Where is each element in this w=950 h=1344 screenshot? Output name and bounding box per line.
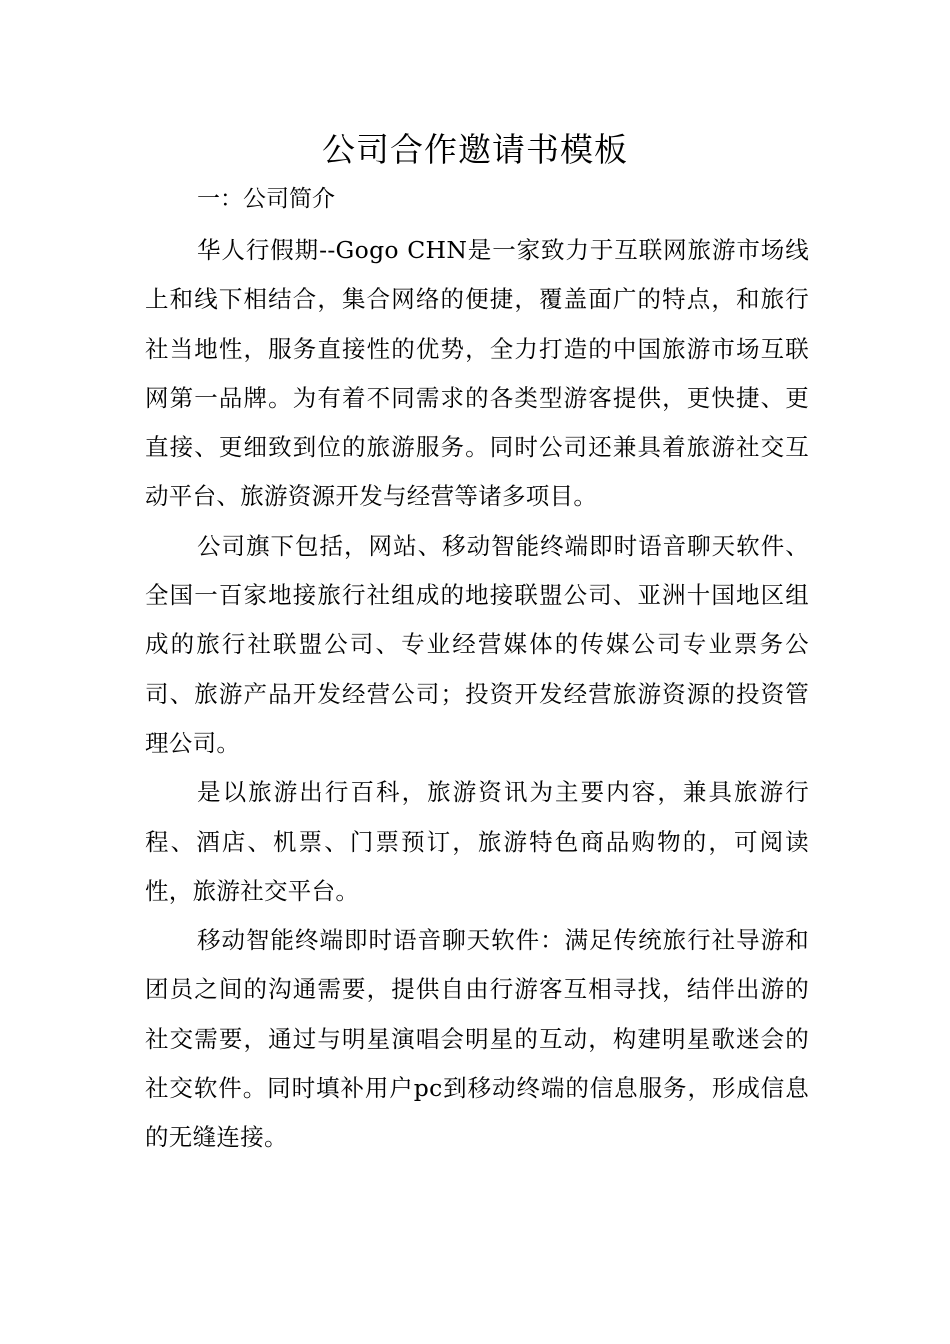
- document-body: [145, 226, 809, 1163]
- paragraph-platform: 是以旅游出行百科，旅游资讯为主要内容，兼具旅游行程、酒店、机票、门票预订，旅游特色商品购物的，可阅读性，旅游社交平台。: [145, 778, 809, 905]
- document-title: 公司合作邀请书模板: [322, 130, 628, 169]
- paragraph-company-intro: 华人行假期--Gogo CHN是一家致力于互联网旅游市场线上和线下相结合，集合网络的便捷，覆盖面广的特点，和旅行社当地性，服务直接性的优势，全力打造的中国旅游市场互联网第一品牌。为有着不同需求的各类型游客提供，更快捷、更直接、更细致到位的旅游服务。同时公司还兼具着旅游社交互动平台、旅游资源开发与经营等诸多项目。: [145, 236, 809, 511]
- paragraph-mobile-app: 移动智能终端即时语音聊天软件：满足传统旅行社导游和团员之间的沟通需要，提供自由行游客互相寻找，结伴出游的社交需要，通过与明星演唱会明星的互动，构建明星歌迷会的社交软件。同时填补用户pc到移动终端的信息服务，形成信息的无缝连接。: [145, 926, 809, 1152]
- paragraph-subsidiaries: 公司旗下包括，网站、移动智能终端即时语音聊天软件、全国一百家地接旅行社组成的地接联盟公司、亚洲十国地区组成的旅行社联盟公司、专业经营媒体的传媒公司专业票务公司、旅游产品开发经营公司；投资开发经营旅游资源的投资管理公司。: [145, 531, 809, 757]
- section-heading: 一：公司简介: [197, 186, 335, 212]
